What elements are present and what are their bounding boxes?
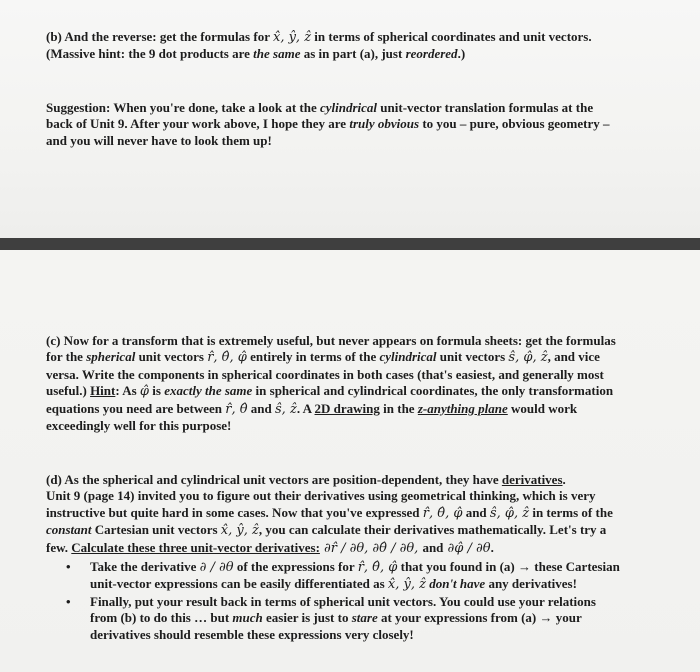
part-c-paragraph: (c) Now for a transform that is extremely useful, but never appears on formula sheets: get the formulas for the spherical unit vectors r̂, θ̂, φ̂ entirely in terms of the cylindrical unit vectors ŝ, φ̂, ẑ, and vice versa. Write the components in spherical coordinates in both cases (that's easiest, and generally most useful.) Hint: As φ̂ is exactly the same in spherical and cylindrical coordinates, the only transformation equations you need are between r̂, θ̂ and ŝ, ẑ. A 2D drawing in the z-anything plane would work exceedingly well for this purpose! xyxy=(46,333,616,434)
part-b-line-2: (Massive hint: the 9 dot products are the same as in part (a), just reordered.) xyxy=(46,46,466,62)
part-b-line-1: (b) And the reverse: get the formulas for x̂, ŷ, ẑ in terms of spherical coordinates and unit vectors. xyxy=(46,29,592,45)
cartesian-unit-vectors: x̂, ŷ, ẑ xyxy=(272,30,312,45)
bullet-icon: • xyxy=(66,593,71,609)
list-item: • Take the derivative ∂ / ∂θ of the expressions for r̂, θ̂, φ̂ that you found in (a) → these Cartesian unit-vector expressions can be easily differentiated as x̂, ŷ, ẑ don't have any derivatives! xyxy=(66,559,620,593)
list-item: • Finally, put your result back in terms of spherical unit vectors. You could use your relations from (b) to do this … but much easier is just to stare at your expressions from (a) → your derivatives should resemble these expressions very closely! xyxy=(66,593,596,642)
part-d-paragraph: (d) As the spherical and cylindrical unit vectors are position-dependent, they have derivatives. Unit 9 (page 14) invited you to figure out their derivatives using geometrical thinking, which is very instructive but quite hard in some cases. Now that you've expressed r̂, θ̂, φ̂ and ŝ, φ̂, ẑ in terms of the constant Cartesian unit vectors x̂, ŷ, ẑ, you can calculate their derivatives mathematically. Let's try a few. Calculate these three unit-vector derivatives: ∂r̂ / ∂θ, ∂θ̂ / ∂θ, and ∂φ̂ / ∂θ. • Take the derivative ∂ / ∂θ of the expressions for r̂, θ̂, φ̂ that you found in (a) → these Cartesian unit-vector expressions can be easily differentiated as x̂, ŷ, ẑ don't have any derivatives! • Finally, put your result back in terms of spherical unit vectors. You could use your relations from (b) to do this … but much easier is just to stare at your expressions from (a) → your derivatives should resemble these expressions very closely! xyxy=(46,472,666,643)
bullet-icon: • xyxy=(66,559,71,575)
part-d-bullet-list xyxy=(46,559,666,643)
suggestion-label: Suggestion xyxy=(46,100,106,115)
suggestion-paragraph: Suggestion: When you're done, take a look at the cylindrical unit-vector translation formulas at the back of Unit 9. After your work above, I hope they are truly obvious to you – pure, obvious geometry – and you will never have to look them up! xyxy=(46,100,610,148)
hint-label: Hint xyxy=(90,383,116,399)
page-divider-bar xyxy=(0,238,700,250)
part-b-paragraph xyxy=(46,29,666,63)
